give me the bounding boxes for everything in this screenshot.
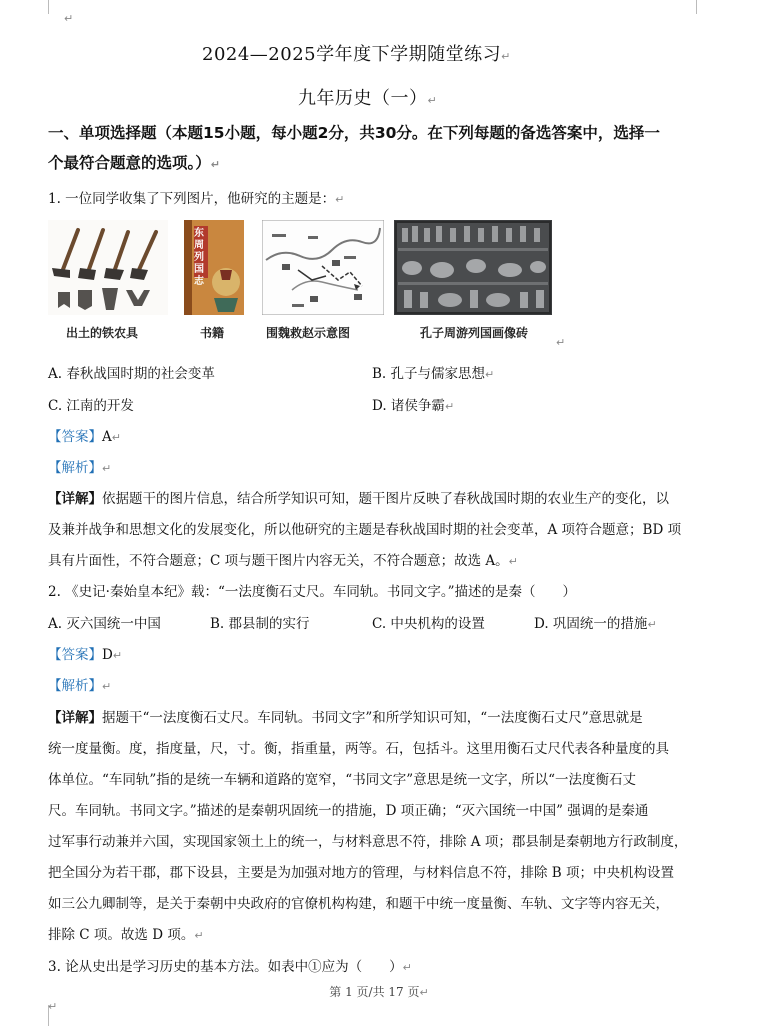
section-heading-cont: 个最符合题意的选项。）↵ [48, 154, 220, 172]
q2-detail-line-7: 如三公九卿制等，是关于秦朝中央政府的官僚机构构建，和题干中统一度量衡、车轨、文字等内容无关， [48, 896, 669, 912]
question-2-stem: 2. 《史记·秦始皇本纪》载：“一法度衡石丈尺。车同轨。书同文字。”描述的是秦（ ） [48, 584, 577, 600]
q2-detail-line-8: 排除 C 项。故选 D 项。↵ [48, 927, 204, 943]
q1-detail-line-1: 【详解】依据题干的图片信息，结合所学知识可知，题干图片反映了春秋战国时期的农业生产的变化，以 [48, 491, 669, 507]
q2-option-d[interactable]: D. 巩固统一的措施↵ [534, 616, 657, 632]
image-caption-map: 围魏救赵示意图 [266, 326, 351, 340]
paragraph-mark-icon: ↵ [64, 12, 74, 25]
q2-detail-line-6: 把全国分为若干郡，郡下设县，主要是为加强对地方的管理，与材料信息不符，排除 B 项；中央机构设置 [48, 865, 675, 881]
iron-tools-image [48, 220, 168, 315]
q2-option-a[interactable]: A. 灭六国统一中国 [48, 616, 161, 632]
q2-answer: 【答案】D↵ [48, 647, 123, 663]
section-heading: 一、单项选择题（本题15小题，每小题2分，共30分。在下列每题的备选答案中，选择一 [48, 124, 660, 142]
q1-answer: 【答案】A↵ [48, 429, 121, 445]
image-caption-brick: 孔子周游列国画像砖 [420, 326, 529, 340]
paragraph-mark-icon: ↵ [556, 336, 566, 349]
q1-option-b[interactable]: B. 孔子与儒家思想↵ [372, 366, 495, 382]
paragraph-mark-icon: ↵ [48, 1000, 58, 1013]
relief-brick-image [394, 220, 552, 315]
q2-option-c[interactable]: C. 中央机构的设置 [372, 616, 485, 632]
q2-detail-line-2: 统一度量衡。度，指度量，尺，寸。衡，指重量，两等。石，包括斗。这里用衡石丈尺代表各种量度的具 [48, 741, 669, 757]
q2-detail-line-4: 尺。车同轨。书同文字。”描述的是秦朝巩固统一的措施，D 项正确；“灭六国统一中国” 强调的是秦通 [48, 803, 649, 819]
q1-option-a[interactable]: A. 春秋战国时期的社会变革 [48, 366, 215, 382]
q2-detail-line-5: 过军事行动兼并六国，实现国家领土上的统一，与材料意思不符，排除 A 项；郡县制是秦朝地方行政制度， [48, 834, 688, 850]
map-image [262, 220, 384, 315]
crop-mark-left [48, 0, 49, 14]
q2-detail-line-1: 【详解】据题干“一法度衡石丈尺。车同轨。书同文字”和所学知识可知，“一法度衡石丈尺”意思就是 [48, 710, 643, 726]
image-caption-book: 书籍 [200, 326, 225, 340]
q1-detail-line-2: 及兼并战争和思想文化的发展变化，所以他研究的主题是春秋战国时期的社会变革，A 项符合题意；BD 项 [48, 522, 682, 538]
q2-detail-line-3: 体单位。“车同轨”指的是统一车辆和道路的宽窄，“书同文字”意思是统一文字，所以“一法度衡石丈 [48, 772, 637, 788]
book-image [178, 220, 250, 315]
q2-option-b[interactable]: B. 郡县制的实行 [210, 616, 310, 632]
q2-analysis-label: 【解析】↵ [48, 678, 112, 694]
page-footer: 第 1 页/共 17 页↵ [329, 985, 429, 999]
q1-detail-line-3: 具有片面性，不符合题意；C 项与题干图片内容无关，不符合题意；故选 A。↵ [48, 553, 518, 569]
q1-option-c[interactable]: C. 江南的开发 [48, 398, 134, 414]
book-cover-title: 东周列国志 [194, 228, 204, 287]
q1-option-d[interactable]: D. 诸侯争霸↵ [372, 398, 455, 414]
crop-mark-right [696, 0, 697, 14]
page-title: 2024—2025学年度下学期随堂练习↵ [202, 44, 511, 65]
question-3-stem: 3. 论从史出是学习历史的基本方法。如表中①应为（ ）↵ [48, 959, 412, 975]
image-caption-tools: 出土的铁农具 [66, 326, 139, 340]
question-1-stem: 1. 一位同学收集了下列图片，他研究的主题是：↵ [48, 191, 345, 207]
page-subtitle: 九年历史（一）↵ [298, 88, 438, 109]
q1-analysis-label: 【解析】↵ [48, 460, 112, 476]
